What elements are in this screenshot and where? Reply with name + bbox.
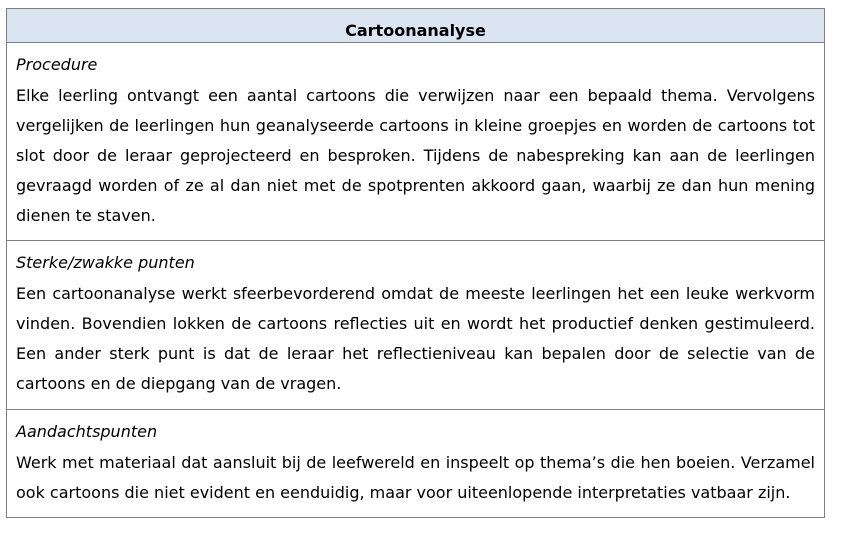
- section-body-attention-points: Werk met materiaal dat aansluit bij de leefwereld en inspeelt op thema’s die hen boeien. Verzamel ook cartoons die niet evident en eenduidig, maar voor uiteenlopende interpretaties vatbaar zijn.: [16, 453, 815, 502]
- section-body-strengths-weaknesses: Een cartoonanalyse werkt sfeerbevorderend omdat de meeste leerlingen het een leuke werkvorm vinden. Bovendien lokken de cartoons reflecties uit en wordt het productief denken gestimuleerd. Een ander sterk punt is dat de leraar het reflectieniveau kan bepalen door de selectie van de cartoons en de diepgang van de vragen.: [16, 284, 815, 393]
- section-heading-attention-points: Aandachtspunten: [16, 422, 158, 441]
- info-table: [6, 8, 825, 518]
- section-procedure: [7, 53, 824, 241]
- section-attention-points: [7, 420, 824, 547]
- section-heading-strengths-weaknesses: Sterke/zwakke punten: [16, 253, 195, 272]
- section-body-procedure: Elke leerling ontvangt een aantal cartoons die verwijzen naar een bepaald thema. Vervolgens vergelijken de leerlingen hun geanalyseerde cartoons in kleine groepjes en worden de cartoons tot slot door de leraar geprojecteerd en besproken. Tijdens de nabespreking kan aan de leerlingen gevraagd worden of ze al dan niet met de spotprenten akkoord gaan, waarbij ze dan hun mening dienen te staven.: [16, 86, 815, 225]
- section-strengths-weaknesses: [7, 251, 824, 410]
- table-title: Cartoonanalyse: [7, 9, 824, 43]
- section-heading-procedure: Procedure: [16, 55, 98, 74]
